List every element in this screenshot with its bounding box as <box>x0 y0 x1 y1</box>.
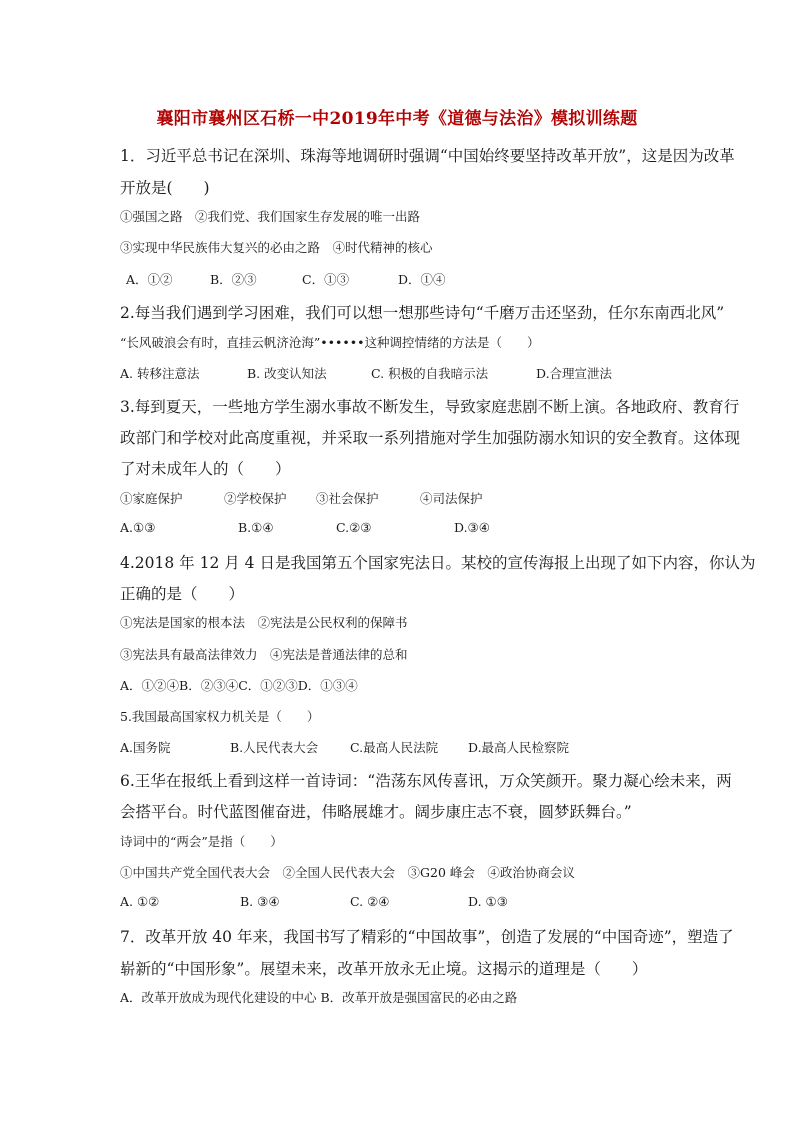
q6-choice-b: B. ③④ <box>240 894 280 909</box>
q1-options-line2: ③实现中华民族伟大复兴的必由之路 ④时代精神的核心 <box>120 240 433 255</box>
q6-choice-d: D. ①③ <box>468 894 508 909</box>
q3-stem-line1: 3.每到夏天，一些地方学生溺水事故不断发生，导致家庭悲剧不断上演。各地政府、教育行 <box>120 398 740 416</box>
q3-choice-b: B.①④ <box>238 520 274 535</box>
q4-options-line2: ③宪法具有最高法律效力 ④宪法是普通法律的总和 <box>120 647 408 662</box>
q2-stem-line2: “长风破浪会有时，直挂云帆济沧海”••••••这种调控情绪的方法是（ ） <box>120 335 540 350</box>
q3-choice-a: A.①③ <box>120 520 156 535</box>
q1-choice-a: A．①② <box>126 272 173 287</box>
q6-choice-a: A. ①② <box>120 894 160 909</box>
q5-choice-a: A.国务院 <box>120 740 171 755</box>
q2-choice-b: B. 改变认知法 <box>247 366 327 381</box>
q6-stem-line2: 会搭平台。时代蓝图催奋进，伟略展雄才。阔步康庄志不衰，圆梦跃舞台。” <box>120 803 632 821</box>
q3-stem-line2: 政部门和学校对此高度重视，并采取一系列措施对学生加强防溺水知识的安全教育。这体现 <box>120 429 741 447</box>
q2-choice-a: A. 转移注意法 <box>120 366 200 381</box>
q1-choice-b: B．②③ <box>210 272 257 287</box>
q4-options-line1: ①宪法是国家的根本法 ②宪法是公民权利的保障书 <box>120 615 408 630</box>
q1-options-line1: ①强国之路 ②我们党、我们国家生存发展的唯一出路 <box>120 209 421 224</box>
q3-option-1: ①家庭保护 <box>120 491 183 506</box>
q1-stem-line1: 1．习近平总书记在深圳、珠海等地调研时强调“中国始终要坚持改革开放”，这是因为改革 <box>120 147 735 165</box>
q3-option-2: ②学校保护 <box>224 491 287 506</box>
q1-choice-d: D．①④ <box>398 272 446 287</box>
q5-choice-d: D.最高人民检察院 <box>468 740 570 755</box>
q4-stem-line2: 正确的是（ ） <box>120 585 245 603</box>
q6-choice-c: C. ②④ <box>350 894 390 909</box>
q6-stem-line1: 6.王华在报纸上看到这样一首诗词：“浩荡东风传喜讯，万众笑颜开。聚力凝心绘未来，两 <box>120 772 732 790</box>
q2-choice-d: D.合理宣泄法 <box>536 366 613 381</box>
q2-stem-line1: 2.每当我们遇到学习困难，我们可以想一想那些诗句“千磨万击还坚劲，任尔东南西北风” <box>120 304 725 322</box>
q7-stem-line2: 崭新的“中国形象”。展望未来，改革开放永无止境。这揭示的道理是（ ） <box>120 960 648 978</box>
q4-stem-line1: 4.2018 年 12 月 4 日是我国第五个国家宪法日。某校的宣传海报上出现了如下内容，你认为 <box>120 554 756 572</box>
q1-choice-c: C．①③ <box>302 272 350 287</box>
q4-choices: A．①②④B．②③④C．①②③D．①③④ <box>120 678 358 693</box>
q3-choice-c: C.②③ <box>336 520 372 535</box>
q6-options: ①中国共产党全国代表大会 ②全国人民代表大会 ③G20 峰会 ④政治协商会议 <box>120 865 575 880</box>
q5-choice-b: B.人民代表大会 <box>230 740 319 755</box>
q3-choice-d: D.③④ <box>454 520 490 535</box>
q6-stem-line3: 诗词中的“两会”是指（ ） <box>120 834 283 849</box>
q7-stem-line1: 7．改革开放 40 年来，我国书写了精彩的“中国故事”，创造了发展的“中国奇迹”，塑造了 <box>120 928 734 946</box>
q2-choice-c: C. 积极的自我暗示法 <box>371 366 489 381</box>
q3-stem-line3: 了对未成年人的（ ） <box>120 460 291 478</box>
q3-option-3: ③社会保护 <box>316 491 379 506</box>
q5-choice-c: C.最高人民法院 <box>350 740 439 755</box>
q5-stem: 5.我国最高国家权力机关是（ ） <box>120 709 320 724</box>
q3-option-4: ④司法保护 <box>420 491 483 506</box>
q7-choices: A．改革开放成为现代化建设的中心 B．改革开放是强国富民的必由之路 <box>120 990 518 1005</box>
exam-title: 襄阳市襄州区石桥一中2019年中考《道德与法治》模拟训练题 <box>156 109 638 129</box>
q1-stem-line2: 开放是( ) <box>120 179 210 197</box>
